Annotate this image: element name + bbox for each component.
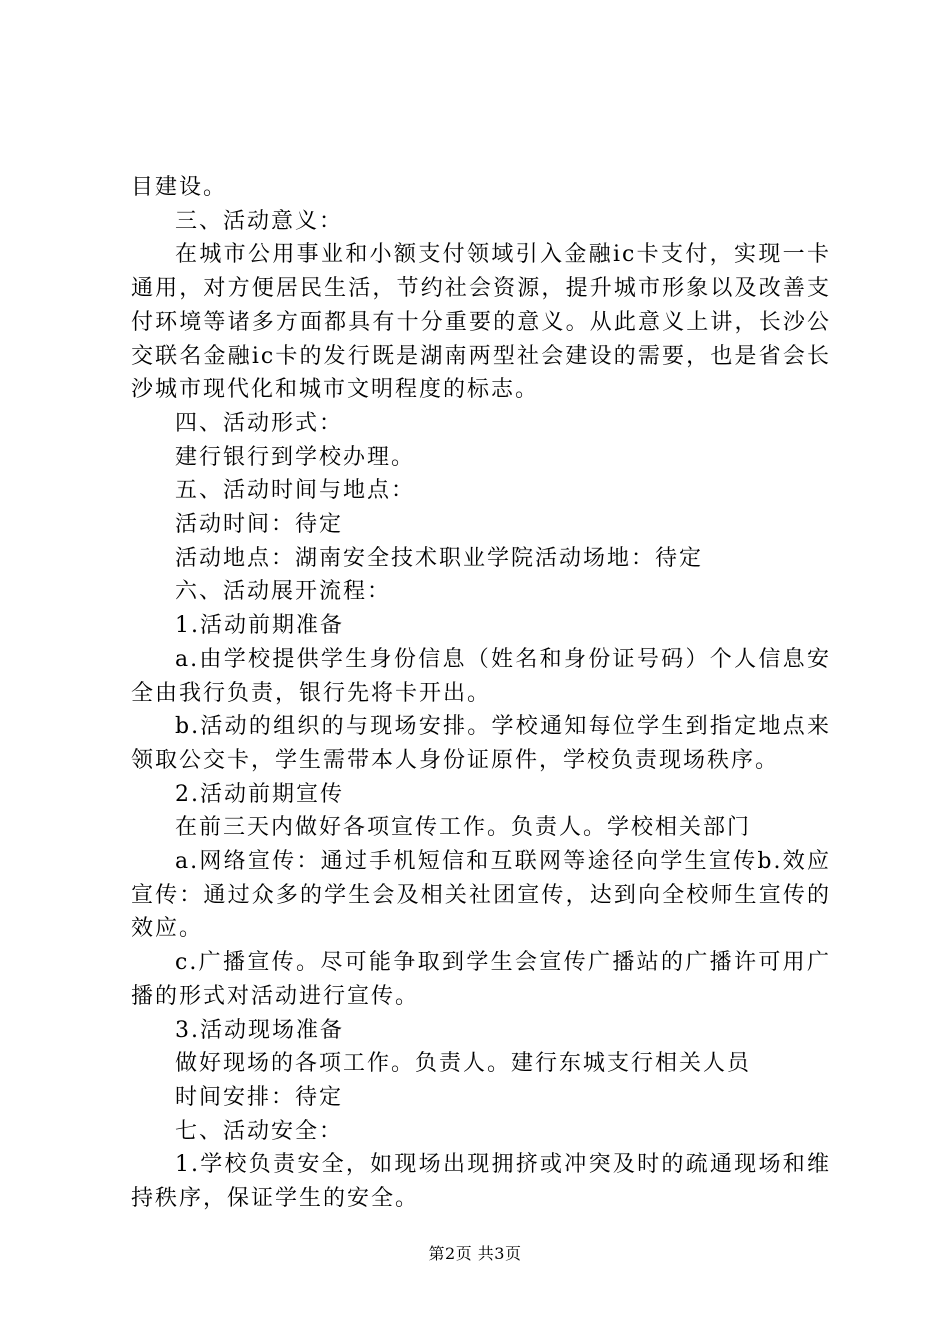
paragraph-item-b: b.活动的组织的与现场安排。学校通知每位学生到指定地点来领取公交卡，学生需带本人身份证原件，学校负责现场秩序。	[131, 714, 831, 773]
section-heading-safety: 七、活动安全：	[175, 1118, 344, 1144]
section-heading-time-place: 五、活动时间与地点：	[175, 478, 416, 504]
section-heading-process: 六、活动展开流程：	[175, 579, 392, 605]
subheading-preparation: 1.活动前期准备	[175, 613, 344, 639]
subheading-onsite: 3.活动现场准备	[175, 1017, 344, 1043]
section-heading-significance: 三、活动意义：	[175, 208, 344, 234]
paragraph-network-publicity: a.网络宣传：通过手机短信和互联网等途径向学生宣传b.效应宣传：通过众多的学生会及相关社团宣传，达到向全校师生宣传的效应。	[131, 849, 831, 942]
page-footer	[0, 1243, 950, 1265]
paragraph-time: 活动时间：待定	[175, 512, 344, 538]
paragraph-broadcast-publicity: c.广播宣传。尽可能争取到学生会宣传广播站的广播许可用广播的形式对活动进行宣传。	[131, 950, 831, 1009]
subheading-publicity: 2.活动前期宣传	[175, 781, 344, 807]
section-heading-format: 四、活动形式：	[175, 410, 344, 436]
paragraph-format: 建行银行到学校办理。	[175, 444, 416, 470]
page-number-label: 第2页 共3页	[428, 1244, 522, 1263]
paragraph-continuation: 目建设。	[131, 175, 228, 200]
paragraph-schedule: 时间安排：待定	[175, 1084, 344, 1110]
paragraph-safety: 1.学校负责安全，如现场出现拥挤或冲突及时的疏通现场和维持秩序，保证学生的安全。	[131, 1152, 831, 1212]
paragraph-publicity: 在前三天内做好各项宣传工作。负责人。学校相关部门	[175, 815, 752, 841]
document-body	[131, 171, 831, 1216]
paragraph-place: 活动地点：湖南安全技术职业学院活动场地：待定	[175, 545, 704, 571]
paragraph-significance: 在城市公用事业和小额支付领域引入金融ic卡支付，实现一卡通用，对方便居民生活，节约社会资源，提升城市形象以及改善支付环境等诸多方面都具有十分重要的意义。从此意义上讲，长沙公交联名金融ic卡的发行既是湖南两型社会建设的需要，也是省会长沙城市现代化和城市文明程度的标志。	[131, 242, 831, 403]
paragraph-onsite: 做好现场的各项工作。负责人。建行东城支行相关人员	[175, 1051, 752, 1077]
paragraph-item-a: a.由学校提供学生身份信息（姓名和身份证号码）个人信息安全由我行负责，银行先将卡开出。	[131, 646, 831, 706]
